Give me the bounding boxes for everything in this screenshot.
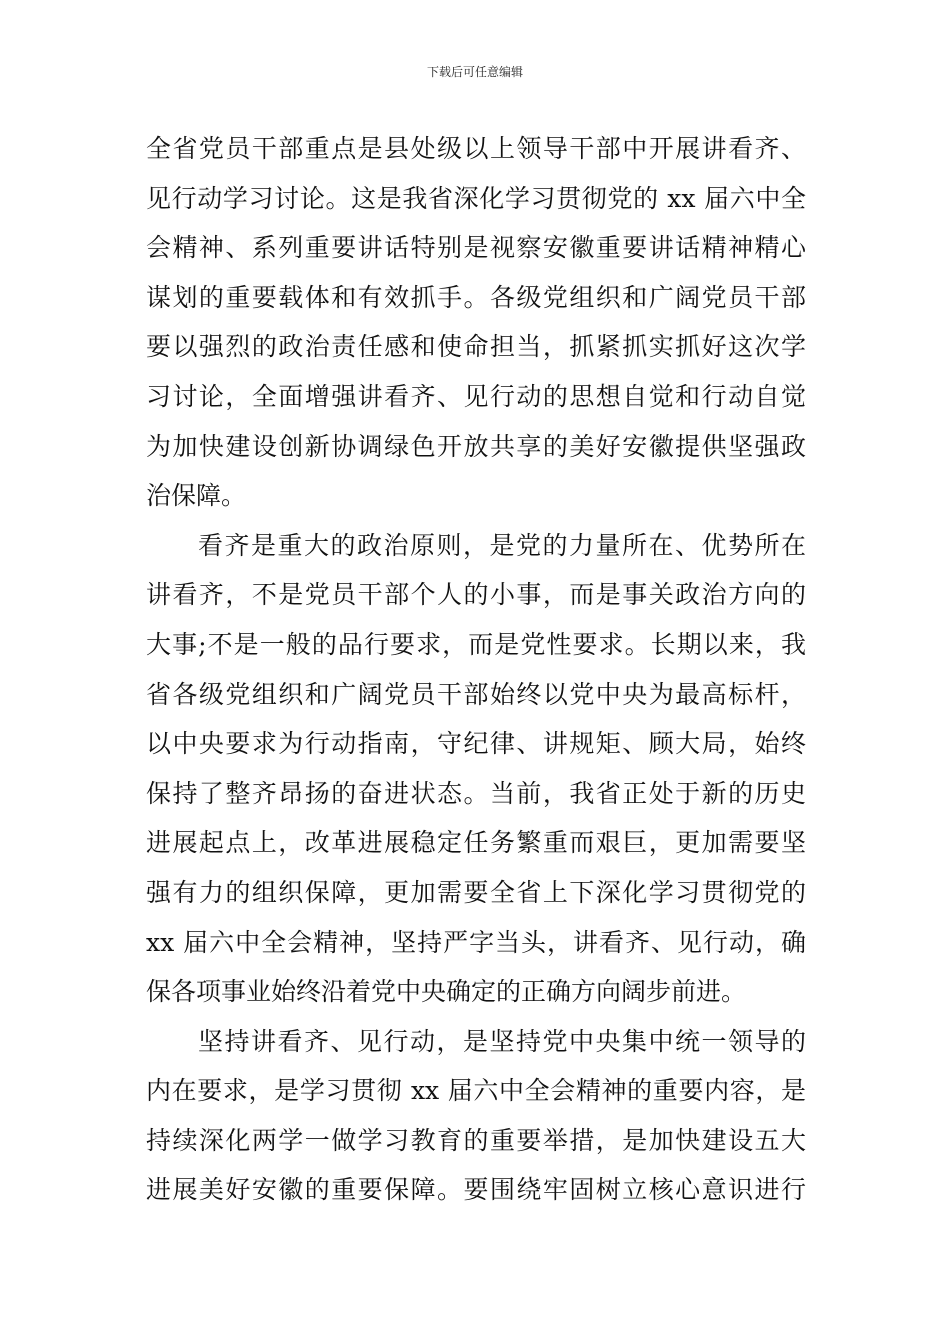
paragraph — [146, 124, 806, 521]
text-line: 谋划的重要载体和有效抓手。各级党组织和广阔党员干部 — [146, 282, 806, 312]
text-line: 见行动学习讨论。这是我省深化学习贯彻党的 xx 届六中全 — [146, 183, 806, 213]
paragraph — [146, 1017, 806, 1215]
text-line: 治保障。 — [146, 481, 247, 511]
text-line: 保各项事业始终沿着党中央确定的正确方向阔步前进。 — [146, 977, 747, 1007]
text-line: 为加快建设创新协调绿色开放共享的美好安徽提供坚强政 — [146, 431, 806, 461]
text-line: 强有力的组织保障，更加需要全省上下深化学习贯彻党的 — [146, 877, 806, 907]
text-line: 省各级党组织和广阔党员干部始终以党中央为最高标杆， — [146, 679, 806, 709]
text-line: 坚持讲看齐、见行动，是坚持党中央集中统一领导的 — [198, 1026, 806, 1056]
text-line: 大事;不是一般的品行要求，而是党性要求。长期以来，我 — [146, 629, 806, 659]
text-line: 进展起点上，改革进展稳定任务繁重而艰巨，更加需要坚 — [146, 828, 806, 858]
text-line: 保持了整齐昂扬的奋进状态。当前，我省正处于新的历史 — [146, 778, 806, 808]
page-header-note: 下载后可任意编辑 — [426, 65, 523, 79]
text-line: xx 届六中全会精神，坚持严字当头，讲看齐、见行动，确 — [146, 927, 806, 957]
text-line: 进展美好安徽的重要保障。要围绕牢固树立核心意识进行 — [146, 1175, 806, 1205]
text-line: 持续深化两学一做学习教育的重要举措，是加快建设五大 — [146, 1125, 806, 1155]
text-line: 习讨论，全面增强讲看齐、见行动的思想自觉和行动自觉 — [146, 381, 806, 411]
text-line: 要以强烈的政治责任感和使命担当，抓紧抓实抓好这次学 — [146, 332, 806, 362]
text-line: 会精神、系列重要讲话特别是视察安徽重要讲话精神精心 — [146, 233, 806, 263]
text-line: 看齐是重大的政治原则，是党的力量所在、优势所在 — [198, 530, 806, 560]
text-line: 全省党员干部重点是县处级以上领导干部中开展讲看齐、 — [146, 134, 806, 163]
text-line: 讲看齐，不是党员干部个人的小事，而是事关政治方向的 — [146, 580, 806, 610]
text-line: 内在要求，是学习贯彻 xx 届六中全会精神的重要内容，是 — [146, 1076, 806, 1106]
document-body — [146, 124, 806, 1215]
paragraph — [146, 521, 806, 1017]
text-line: 以中央要求为行动指南，守纪律、讲规矩、顾大局，始终 — [146, 729, 806, 759]
